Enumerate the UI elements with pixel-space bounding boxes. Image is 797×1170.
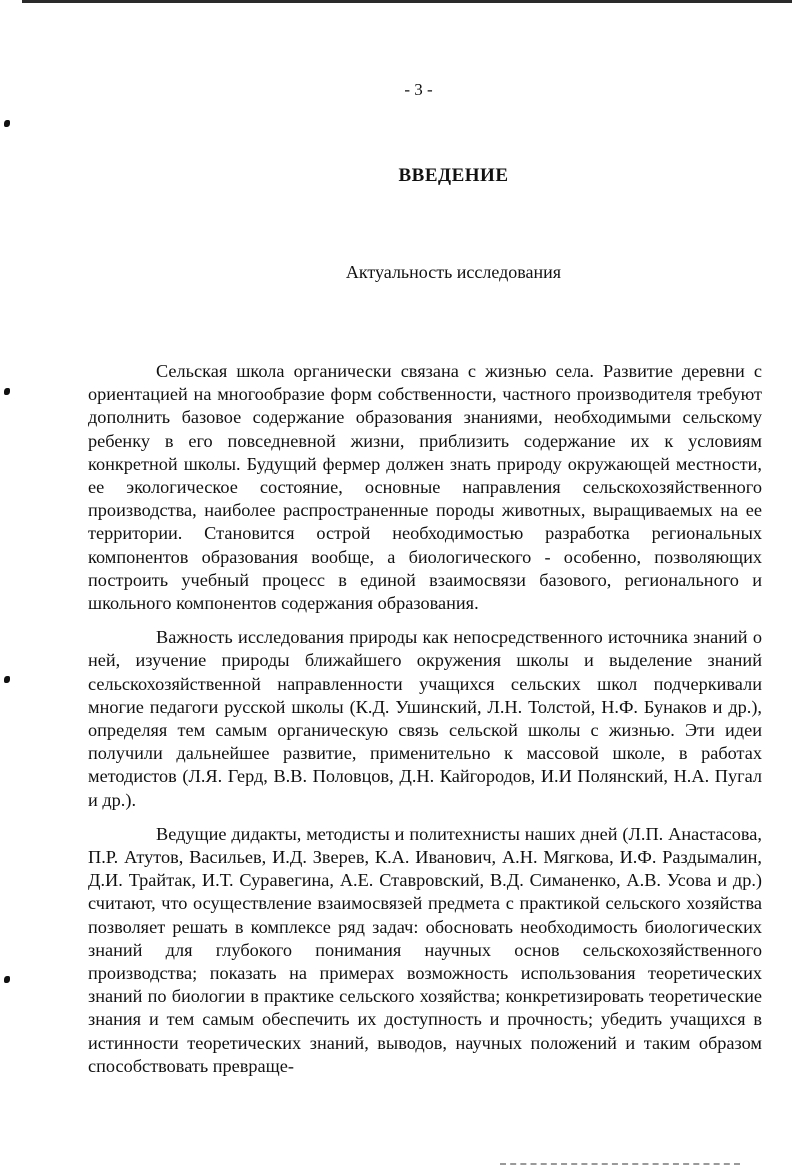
section-subtitle: Актуальность исследования (345, 262, 562, 282)
paragraph: Сельская школа органически связана с жизнью села. Развитие деревни с ориентацией на многообразие форм собственности, частного производителя требуют дополнить базовое содержание образования знаниями, необходимыми сельскому ребенку в его повседневной жизни, приблизить содержание их к условиям конкретной школы. Будущий фермер должен знать природу окружающей местности, ее экологическое состояние, основные направления сельскохозяйственного производства, наиболее распространенные породы животных, выращиваемых на ее территории. Становится острой необходимостью разработка региональных компонентов образования вообще, а биологического - особенно, позволяющих построить учебный процесс в единой взаимосвязи базового, регионального и школьного компонентов содержания образования. (88, 361, 762, 614)
paragraph: Важность исследования природы как непосредственного источника знаний о ней, изучение природы ближайшего окружения школы и выделение знаний сельскохозяйственной направленности учащихся сельских школ подчеркивали многие педагоги русской школы (К.Д. Ушинский, Л.Н. Толстой, Н.Ф. Бунаков и др.), определяя тем самым органическую связь сельской школы с жизнью. Эти идеи получили дальнейшее развитие, применительно к массовой школе, в работах методистов (Л.Я. Герд, В.В. Половцов, Д.Н. Кайгородов, И.И Полянский, Н.А. Пугал и др.). (88, 627, 762, 810)
page-title: ВВЕДЕНИЕ (398, 165, 509, 186)
margin-mark-icon (4, 676, 10, 683)
margin-mark-icon (4, 388, 10, 395)
paragraph: Ведущие дидакты, методисты и политехнисты наших дней (Л.П. Анастасова, П.Р. Атутов, Васильев, И.Д. Зверев, К.А. Иванович, А.Н. Мягкова, И.Ф. Раздымалин, Д.И. Трайтак, И.Т. Суравегина, А.Е. Ставровский, В.Д. Симаненко, А.В. Усова и др.) считают, что осуществление взаимосвязей предмета с практикой сельского хозяйства позволяет решать в комплексе ряд задач: обосновать необходимость биологических знаний для глубокого понимания научных основ сельскохозяйственного производства; показать на примерах возможность использования теоретических знаний по биологии в практике сельского хозяйства; конкретизировать теоретические знания и тем самым обеспечить их доступность и прочность; убедить учащихся в истинности теоретических знаний, выводов, научных положений и таким образом способствовать превраще- (88, 823, 762, 1076)
scan-edge-top (22, 0, 792, 3)
margin-mark-icon (4, 976, 10, 983)
body-text (88, 360, 762, 1089)
margin-mark-icon (4, 120, 10, 127)
scan-edge-bottom (500, 1163, 740, 1167)
page-number: - 3 - (404, 80, 433, 99)
